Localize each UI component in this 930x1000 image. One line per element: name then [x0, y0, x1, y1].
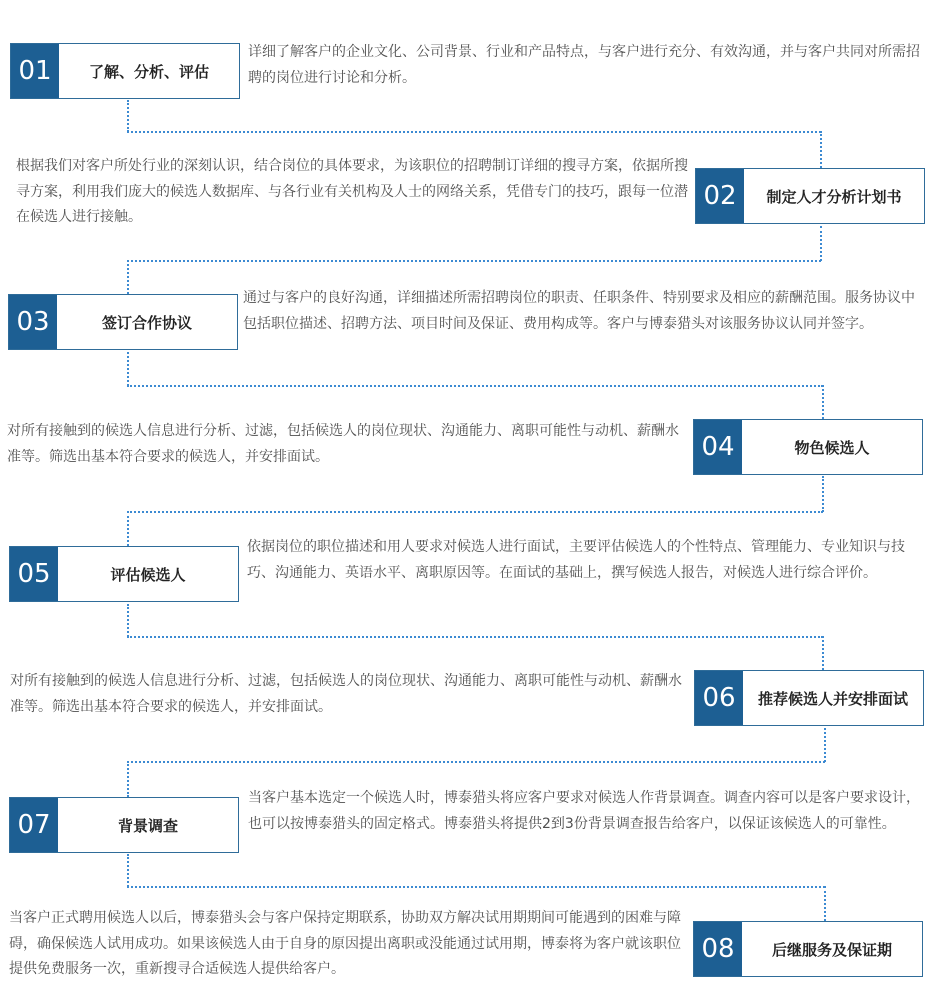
step-title: 推荐候选人并安排面试 — [757, 689, 908, 708]
connector — [127, 352, 129, 386]
step-description: 依据岗位的职位描述和用人要求对候选人进行面试，主要评估候选人的个性特点、管理能力、专业知识与技巧、沟通能力、英语水平、离职原因等。在面试的基础上，撰写候选人报告，对候选人进行综合评价。 — [247, 539, 905, 581]
step-number: 05 — [10, 547, 58, 601]
connector — [127, 131, 821, 133]
step-description: 当客户基本选定一个候选人时，博泰猎头将应客户要求对候选人作背景调查。调查内容可以是客户要求设计，也可以按博泰猎头的固定格式。博泰猎头将提供2到3份背景调查报告给客户，以保证该候选人的可靠性。 — [248, 790, 920, 832]
connector — [127, 385, 823, 387]
connector — [127, 636, 823, 638]
step-02-box — [695, 168, 925, 224]
connector — [127, 854, 129, 887]
step-description: 当客户正式聘用候选人以后，博泰猎头会与客户保持定期联系，协助双方解决试用期期间可能遇到的困难与障碍，确保候选人试用成功。如果该候选人由于自身的原因提出离职或没能通过试用期，博泰将为客户就该职位提供免费服务一次，重新搜寻合适候选人提供给客户。 — [9, 910, 681, 977]
step-number: 07 — [10, 798, 58, 852]
connector — [822, 636, 824, 670]
step-number: 03 — [9, 295, 57, 349]
connector — [820, 131, 822, 168]
connector — [820, 226, 822, 261]
step-number: 01 — [11, 44, 59, 98]
connector — [822, 476, 824, 512]
connector — [127, 260, 821, 262]
step-06-box — [694, 670, 924, 726]
connector — [127, 511, 823, 513]
connector — [127, 100, 129, 132]
connector — [824, 728, 826, 762]
step-number: 08 — [694, 922, 742, 976]
step-number: 06 — [695, 671, 743, 725]
step-number: 04 — [694, 420, 742, 474]
step-title: 评估候选人 — [110, 565, 186, 584]
connector — [127, 761, 129, 797]
connector — [127, 511, 129, 546]
step-description: 对所有接触到的候选人信息进行分析、过滤，包括候选人的岗位现状、沟通能力、离职可能性与动机、薪酬水准等。筛选出基本符合要求的候选人，并安排面试。 — [10, 673, 682, 715]
step-04-box — [693, 419, 923, 475]
step-number: 02 — [696, 169, 744, 223]
step-description: 通过与客户的良好沟通，详细描述所需招聘岗位的职责、任职条件、特别要求及相应的薪酬范围。服务协议中包括职位描述、招聘方法、项目时间及保证、费用构成等。客户与博泰猎头对该服务协议认同并签字。 — [243, 290, 915, 332]
connector — [127, 886, 825, 888]
step-01-box — [10, 43, 240, 99]
connector — [824, 886, 826, 921]
step-title: 背景调查 — [117, 816, 178, 835]
step-title: 签订合作协议 — [101, 313, 192, 332]
step-03-box — [8, 294, 238, 350]
step-description: 根据我们对客户所处行业的深刻认识，结合岗位的具体要求，为该职位的招聘制订详细的搜寻方案，依据所搜寻方案，利用我们庞大的候选人数据库、与各行业有关机构及人士的网络关系，凭借专门的技巧，跟每一位潜在候选人进行接触。 — [16, 158, 688, 225]
step-title: 后继服务及保证期 — [771, 940, 892, 959]
step-title: 制定人才分析计划书 — [766, 187, 902, 206]
connector — [127, 260, 129, 294]
step-07-box — [9, 797, 239, 853]
step-description: 详细了解客户的企业文化、公司背景、行业和产品特点，与客户进行充分、有效沟通，并与客户共同对所需招聘的岗位进行讨论和分析。 — [248, 44, 920, 86]
connector — [127, 604, 129, 637]
connector — [822, 385, 824, 419]
connector — [127, 761, 825, 763]
step-title: 了解、分析、评估 — [88, 62, 209, 81]
step-05-box — [9, 546, 239, 602]
step-title: 物色候选人 — [794, 438, 870, 457]
step-08-box — [693, 921, 923, 977]
step-description: 对所有接触到的候选人信息进行分析、过滤，包括候选人的岗位现状、沟通能力、离职可能性与动机、薪酬水准等。筛选出基本符合要求的候选人，并安排面试。 — [7, 423, 679, 465]
